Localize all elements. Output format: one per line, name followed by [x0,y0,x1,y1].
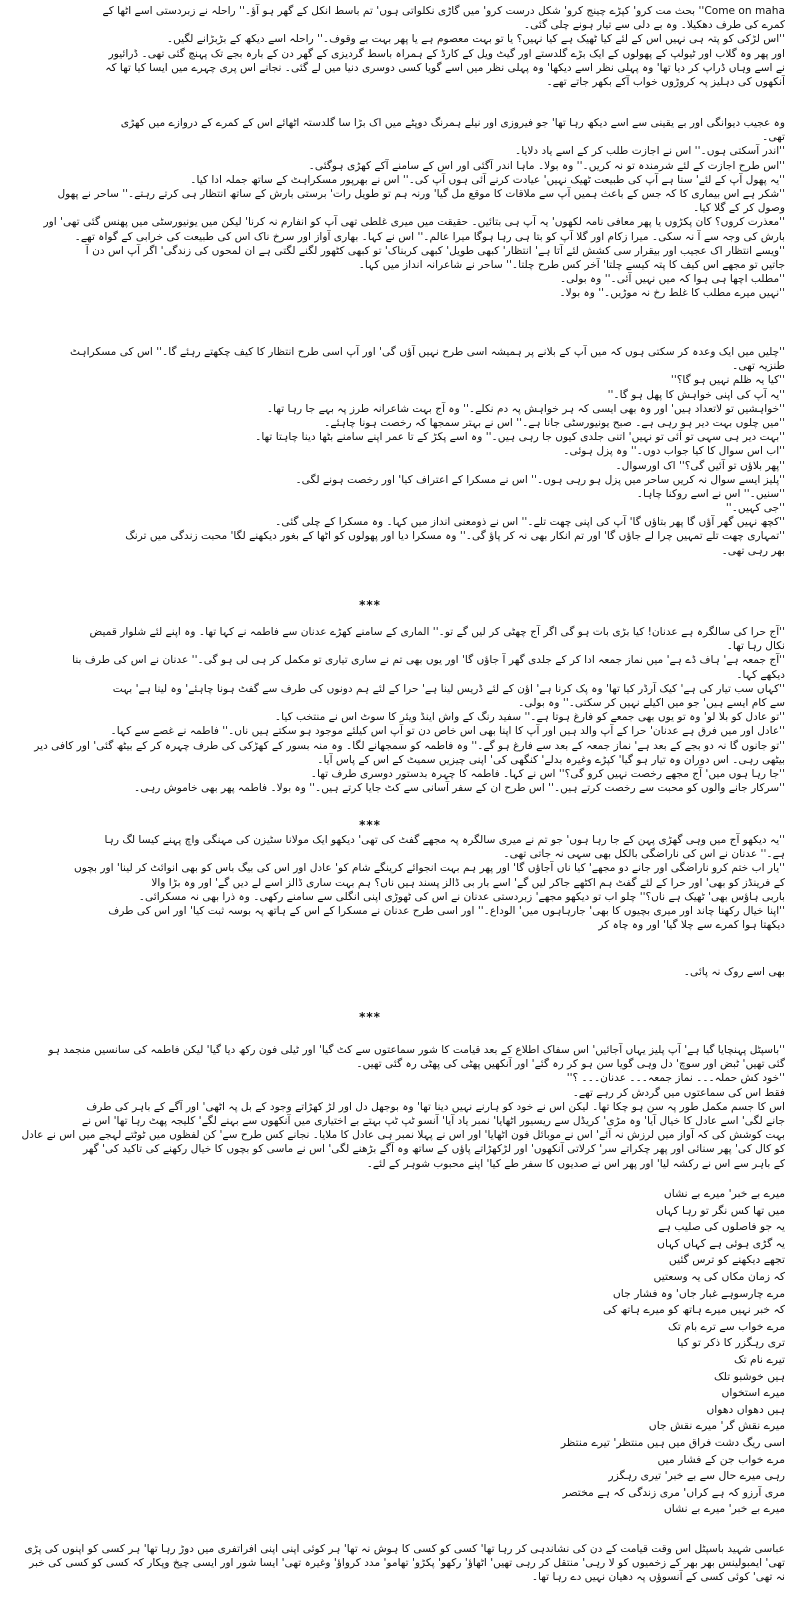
poem [520,1186,785,1518]
text-line: ''آج حرا کی سالگرہ ہے عدنان! کیا بڑی بات ہو گی اگر آج چھٹی کر لیں گے تو۔'' الماری کے سامنے کھڑے عدنان سے فاطمہ نے کہا تھا۔ وہ اپنے لئے شلوار قمیض [89,626,785,638]
poem-line: یہ جو فاصلوں کی صلیب ہے [658,1220,785,1234]
text-line: کو کال کی' پھر سنائی اور پھر چکراتے سر' کرلاتی آنکھوں' اور لڑکھڑاتے پاؤں کے ساتھ وہ آگے بڑھنے لگی' اس نے ماسی کو بچوں کا خیال رکھنے کی تاکید کی' گھر [82,1143,785,1156]
text-line: اس کا جسم مکمل طور پہ سن ہو چکا تھا۔ لیکن اس نے خود کو ہارنے نہیں دینا تھا' وہ بوجھل دل اور لڑ کھڑاتے وجود کے بل پہ اٹھی' اور آگے کے باہر کی طرف [86,1100,785,1113]
section-separator: *** [359,598,381,612]
text-line: ہے۔'' عدنان نے اس کی ناراضگی بالکل بھی سہی نہ جاتی تھی۔ [503,848,785,861]
text-line: اور پھر وہ گلاب اور ٹیولپ کے پھولوں کے ایک بڑے گلدستے اور گیٹ ویل کے کارڈ کے ہمراہ باسط گردیزی کے گھر دن کے بارہ بجے تک پہنچ گئی تھی۔ ڈرائیور [108,47,785,60]
text-line: ''کیا یہ ظلم نہیں ہو گا؟'' [670,374,785,387]
text-line: ''سرکار جانے والوں کو محبت سے رخصت کرتے ہیں۔'' اس طرح ان کے سفر آسانی سے کٹ جایا کرتے ہیں۔'' وہ بولا۔ فاطمہ پھر بھی خاموش رہی۔ [134,782,785,795]
poem-line: تیرے نام تک [733,1352,785,1366]
text-line: ''تمہاری چھت تلے تمہیں چرا لے جاؤں گا' اور تم انکار بھی نہ کر پاؤ گی۔'' وہ مسکرا دیا اور پھولوں کو اٹھا کے بغور دیکھنے لگا' محبت زندگی میں ترنگ [125,530,785,543]
text-line: ''خود کش حملہ۔۔۔ نماز جمعہ۔۔۔ عدنان۔۔۔ ؟'' [566,1072,785,1085]
text-line: ''پھر بلاؤں تو آئیں گی؟'' اک اورسوال۔ [615,459,785,472]
text-line: ''اپنا خیال رکھنا چاند اور میری بچیوں کا بھی' جارہاہوں میں' الوداع۔'' اور اسی طرح عدنان نے مسکرا کے اس کے ہاتھ پہ بوسہ ثبت کیا' اور اس کی طرف [108,904,785,917]
text-line: جاتیں تو مجھے اس کیف کا پتہ کیسے چلتا' آخر کس طرح چلتا۔'' ساحر نے شاعرانہ انداز میں کہا۔ [358,258,785,271]
paragraph-block-7 [8,1043,785,1171]
text-line: ''سنیں۔'' اس نے اسے روکنا چاہا۔ [636,487,785,500]
text-line: بہت کوشش کی کہ آواز میں لرزش نہ آئے' اس نے موبائل فون اٹھایا' اور اس نے پہلا نمبر ہی عادل کا ملایا۔ نجانے کس طرح سے' کن لفظوں میں ٹوٹتے لہجے میں اس نے عادل [21,1129,785,1142]
text-line: ''اس لڑکی کو پتہ ہی نہیں اس کے لئے کیا ٹھیک ہے کیا نہیں؟ یا تو بہت معصوم ہے یا پھر بہت بے وقوف۔'' راحلہ اسے دیکھ کے بڑبڑانے لگیں۔ [166,33,785,46]
text-line: ''یہ دیکھو آج میں وہی گھڑی پہن کے جا رہا ہوں' جو تم نے میری سالگرہ پہ مجھے گفٹ کی تھی' دیکھو ایک مولانا سٹیزن کی مہنگی واچ پہنے کیسا لگ رہا [104,834,785,846]
text-line: بیٹھی رہی۔ اس دوران وہ تیار ہو گیا' کپڑے وغیرہ بدلے' کنگھی کی' اپنی چیزیں سمیٹ کے اس کے پاس آیا۔ [317,753,785,766]
section-separator: *** [359,1010,381,1024]
text-line: طنزیہ تھی۔ [732,360,785,373]
poem-line: مرے خواب سے ترے بام تک [668,1319,785,1333]
paragraph-block-8 [8,1542,785,1585]
poem-line: ہیں دھواں دھواں [706,1402,785,1416]
text-line: عباسی شہید باسپٹل اس وقت قیامت کے دن کی نشاندہی کر رہا تھا' کسی کو کسی کا ہوش نہ تھا' ہر کوئی اپنی اپنی افراتفری میں دوڑ رہا تھا' ہر کسی کو اپنوں کی پڑی [24,1543,785,1555]
text-line: ''بہت دیر ہی سہی تو آئی تو نہیں' اتنی جلدی کیوں جا رہی ہیں۔'' وہ اسے پکڑ کے تا عمر اپنے سامنے بٹھا دینا چاہتا تھا۔ [255,431,785,444]
paragraph-block-1 [8,4,785,89]
text-line: نکال رہا تھا۔ [726,640,785,653]
text-line: ''میں چلوں بہت دیر ہو رہی ہے۔ صبح یونیورسٹی جانا ہے۔'' اس نے بہتر سمجھا کہ رخصت ہونا چاہئے۔ [324,416,785,429]
text-line: باربی ہاؤس بھی' ٹھیک ہے ناں؟'' چلو اب تو دیکھو مجھے' زبردستی عدنان نے اس کی ٹھوڑی اپنی انگلی سے سامنے رکھی۔ وہ ذرا بھی نہ مسکرائی۔ [138,890,785,903]
text-line: ''کچھ نہیں گھر آؤں گا پھر بتاؤں گا' آپ کی اپنی چھت تلے۔'' اس نے ذومعنی انداز میں کہا۔ وہ مسکرا کے چلی گئی۔ [275,516,785,529]
text-line: بارش کی وجہ سے آ نہ سکی۔ میرا زکام اور گلا آپ کو بتا ہی رہا ہوگا میرا عالم۔'' اس نے کہا۔ بھاری آواز اور سرخ ناک اس کی طبیعت کی خرابی کے گواہ تھے۔ [74,230,785,243]
text-line: ''شکر ہے اس بیماری کا کہ جس کے باعث ہمیں آپ سے ملاقات کا موقع مل گیا' ورنہ ہم تو طویل رات' برستی بارش کے ساتھ انتظار ہی کرتے رہتے۔'' ساحر نے پھول [57,187,785,200]
text-line: ''یہ آپ کی اپنی خواہش کا پھل ہو گا۔'' [607,388,785,401]
paragraph-block-4 [8,625,785,824]
text-line: ''ویسے انتظار اک عجیب اور بیقرار سی کشش لئے آتا ہے' انتظار' کبھی طویل' کبھی کربناک' تو کبھی کٹھور لگنے لگتی ہے ان لمحوں کی زندگی' اگر آپ اس دن آ [85,244,785,257]
text-line: کمرے کی طرف دھکیلا۔ وہ بے دلی سے تیار ہونے چلی گئی۔ [523,19,785,32]
text-line: ''پلیز ایسے سوال نہ کریں ساحر میں پزل ہو رہی ہوں۔'' اس نے مسکرا کے اعتراف کیا' اور رخصت ہونے لگی۔ [295,473,785,486]
poem-line: تری رہگزر کا ذکر تو کیا [677,1336,785,1350]
poem-line: میرے بے خبر' میرے بے نشاں [663,1187,785,1200]
text-line: ''جا رہا ہوں میں' آج مجھے رخصت نہیں کرو گی؟'' اس نے کہا۔ فاطمہ کا چہرہ بدستور دوسری طرف تھا۔ [310,767,785,780]
text-line: ''اس طرح اجازت کے لئے شرمندہ تو نہ کریں۔'' وہ بولا۔ ماہا اندر آگئی اور اس کے سامنے آکے کھڑی ہوگئی۔ [308,159,785,172]
text-line: تھی۔ [762,131,785,144]
poem-line: تجھے دیکھنے کو ترس گئیں [668,1253,785,1267]
poem-line: یہ گڑی ہوئی ہے کہاں کہاں [657,1236,785,1250]
poem-line: مرے خواب جن کے فشار میں [657,1452,785,1466]
poem-line: میرے بے خبر' میرے بے نشاں [663,1502,785,1516]
poem-line: میں تھا کس نگر تو رہا کہاں [655,1203,785,1217]
text-line: ''تو عادل کو بلا لو' وہ تو یوں بھی جمعے کو فارغ ہوتا ہے۔'' سفید رنگ کے واش اینڈ ویئر کا سوٹ اس نے منتخب کیا۔ [274,711,785,724]
text-line: ''خواہشیں تو لاتعداد ہیں' اور وہ بھی ایسی کہ ہر خواہش پہ دم نکلے۔'' وہ آج بہت شاعرانہ طرز پہ بہے جا رہا تھا۔ [266,402,785,415]
poem-line: میرے استخواں [721,1386,785,1400]
text-line: ''یہ پھول آپ کے لئے' سنا ہے آپ کی طبیعت ٹھیک نہیں' عیادت کرنے آئی ہوں آپ کی۔'' اس نے بھرپور مسکراہٹ کے ساتھ جملہ ادا کیا۔ [190,173,785,186]
text-line: جانے لگی' اسے عادل کا خیال آیا' وہ مڑی' کریڈل سے ریسیور اٹھایا' نمبر یاد آیا' آنسو ٹپ ٹپ بہتے بے اختیاری میں آنکھوں سے بہنے لگے' کلیجہ پھٹ رہا تھا' اس نے [81,1114,785,1127]
text-line: ''نہیں میرے مطلب کا غلط رخ نہ موڑیں۔'' وہ بولا۔ [559,287,785,300]
text-line: تھی' ایمبولینس بھر بھر کے زخمیوں کو لا رہی' منتقل کر رہی تھیں' اٹھاؤ' رکھو' پکڑو' تھامو' مدد کرواؤ' وغیرہ تھی' ایسا شور اور ایسی چیخ وپکار کہ کسی کو کسی کی خبر [29,1557,785,1570]
paragraph-block-3 [8,345,785,558]
paragraph-block-6 [8,965,785,979]
paragraph-block-5 [8,833,785,932]
paragraph-block-2 [8,116,785,300]
text-line: ''چلیں میں ایک وعدہ کر سکتی ہوں کہ میں آپ کے بلانے پر ہمیشہ اسی طرح نہیں آؤں گی' اور آپ اسی طرح انتظار کا کیف چکھتے رہئے گا۔'' اس کی مسکراہٹ [69,346,785,358]
text-line: ''تو جانوں گا نہ دو بجے کے بعد ہے' نماز جمعہ کے بعد سے فارغ ہو گے۔'' وہ فاطمہ کو سمجھانے لگا۔ وہ منہ بسور کے کھڑکی کی طرف چہرہ کر کے بیٹھ گئی' اور کافی دیر [34,739,785,752]
text-line: ''اب اس سوال کا کیا جواب دوں۔'' وہ پزل ہوئی۔ [563,445,785,458]
poem-line: رہی میرے حال سے بے خبر' تیری رہگزر [608,1469,785,1483]
poem-line: میرے نقش گر' میرے نقش جاں [648,1419,785,1433]
poem-line: کہ زمان مکاں کی یہ وسعتیں [653,1269,785,1283]
text-line: بھر رہی تھی۔ [721,544,785,557]
poem-line: مری آرزو کہ ہے کراں' مری زندگی کہ ہے مختصر [562,1485,785,1499]
text-line: بھی اسے روک نہ پائی۔ [683,966,785,978]
text-line: فقط اس کی سماعتوں میں گردش کر رہے تھے۔ [572,1086,785,1099]
text-line: Come on maha'' بحث مت کرو' کپڑے چینج کرو' شکل درست کرو' میں گاڑی نکلواتی ہوں' تم باسط انکل کے گھر ہو آؤ۔'' راحلہ نے زبردستی اسے اٹھا کے [102,5,785,17]
text-line: وصول کر کے گلا کیا۔ [693,202,785,215]
text-line: گئی تھیں' ٹبض اور سوچ' دل وہی گویا سن ہو کر رہ گئے' اور آنکھیں پھٹی کی پھٹی رہ گئی تھیں۔ [356,1058,785,1071]
poem-line: اسی ریگ دشت فراق میں ہیں منتظر' تیرے منتظر [560,1435,785,1449]
text-line: ''جی کہیں۔'' [725,502,785,515]
text-line: دیکھتا ہوا کمرے سے چلا گیا' اور وہ چاہ کر [598,919,785,932]
text-line [8,795,785,809]
text-line: سے کام ایسے ہیں' جو میں اکیلے نہیں کر سکتی۔'' وہ بولی۔ [518,696,785,709]
text-line: ''معذرت کروں؟ کان پکڑوں یا پھر معافی نامہ لکھوں' یہ آپ ہی بتائیں۔ حقیقت میں میری غلطی تھی آپ کو انفارم نہ کرنا' لیکن میں یونیورسٹی میں پھنس گئی تھی' اور [43,216,785,229]
text-line: نے اسے وہاں ڈراپ کر دیا تھا' وہ پہلی نظر اسے دیکھا' وہ پہلی نظر میں اسے گویا کسی دوسری دنیا میں لے گئی۔ نجانے اس پری چہرے میں ایسا کیا تھا کہ [105,61,785,74]
text-line: کے باہر سے اس نے رکشہ لیا' اور پھر اس نے صدیوں کا سفر طے کیا' اپنے محبوب شوہر کے لئے۔ [366,1157,785,1170]
text-line: کے فرینڈز کو بھی' اور حرا کے لئے گفٹ ہم اکٹھے جاکر لیں گے' اسے بار بی ڈالز پسند ہیں ناں؟ ہم بہت ساری ڈالز اسے لے دیں گے' اور وہ بڑا والا [151,876,785,889]
poem-line: ہیں خوشبو تلک [713,1369,785,1383]
text-line: آنکھوں کی دہلیز پہ کروڑوں خواب آکے بکھر جاتے تھے۔ [546,75,785,88]
poem-line: مرے چارسوہے غبار جاں' وہ فشار جاں [612,1286,785,1300]
text-line: وہ عجیب دیوانگی اور بے یقینی سے اسے دیکھ رہا تھا' جو فیروزی اور نیلے ہمرنگ دوپٹے میں اک بڑا سا گلدستہ اٹھائے اس کے کمرے کے دروازے میں کھڑی [120,117,785,129]
text-line: ''مطلب اچھا ہی ہوا کہ میں نہیں آئی۔'' وہ بولی۔ [559,273,785,286]
text-line: دیکھے کہا۔ [736,668,785,681]
text-line: ''کہاں سب تیار کی ہے' کیک آرڈر کیا تھا' وہ پک کرنا ہے' اؤن کے لئے ڈریس لینا ہے' حرا کے لئے ہم دونوں کی طرف سے گفٹ ہونا چاہئے' وہ لینا ہے' بہت [112,682,785,695]
text-line: ''یار اب ختم کرو ناراضگی اور جانے دو مجھے' کیا ناں آجاؤں گا' اور پھر ہم بہت انجوائے کرینگے شام کو' عادل اور اس کی بیگ باس کو بھی انوائٹ کر لینا' اور بچوں [73,862,785,875]
text-line: ''آج جمعہ ہے' ہاف ڈے ہے' میں نماز جمعہ ادا کر کے جلدی گھر آ جاؤں گا' اور یوں بھی تم نے ساری تیاری تو مکمل کر ہی لی ہو گی۔'' عدنان نے اس کی طرف بنا [72,654,785,667]
section-separator: *** [359,818,381,832]
text-line: ''عادل اور میں فرق ہے عدنان' حرا کے آپ والد ہیں اور آپ کا اپنا بھی اس خاص دن تو آپ اس کیلئے موجود ہو سکتے ہیں ناں۔'' فاطمہ نے غصے سے کہا۔ [110,725,785,738]
text-line: نہ تھی' کوئی کسی کے آنسوؤں پہ دھیان نہیں دے رہا تھا۔ [531,1571,785,1584]
poem-line: کہ خبر نہیں میرے ہاتھ کو میرے ہاتھ کی [602,1303,785,1317]
text-line: ''اندر آسکتی ہوں۔'' اس نے اجازت طلب کر کے اسے یاد دلایا۔ [514,145,785,158]
text-line: ''باسپٹل پہنچایا گیا ہے' آپ پلیز یہاں آجائیں' اس سفاک اطلاع کے بعد قیامت کا شور سماعتوں سے کٹ گیا' اور ٹیلی فون رکھ دیا گیا' لیکن فاطمہ کی سانسیں منجمد ہو [48,1044,785,1056]
